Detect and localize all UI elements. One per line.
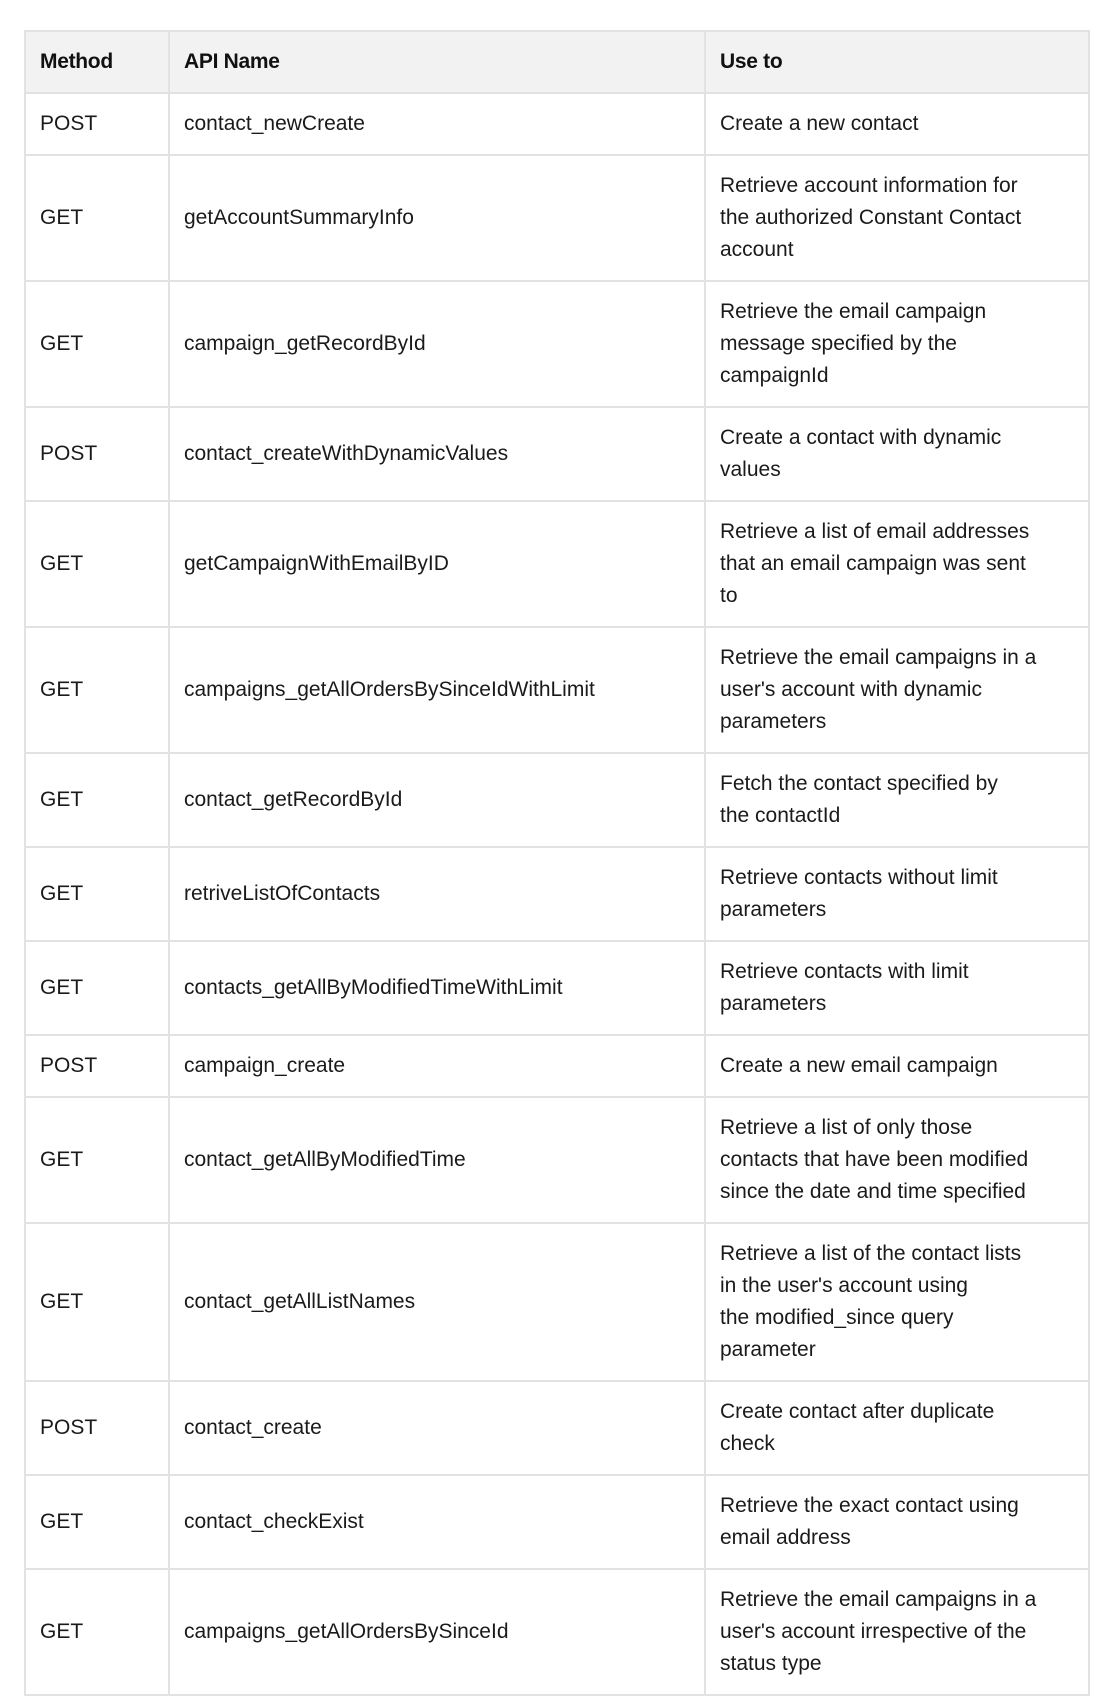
cell-use-to bbox=[705, 753, 1089, 847]
table-row bbox=[25, 1475, 1089, 1569]
use-to-line: message specified by the bbox=[720, 332, 957, 355]
use-to-line: values bbox=[720, 458, 781, 481]
table-row bbox=[25, 847, 1089, 941]
use-to-line: Retrieve a list of the contact lists bbox=[720, 1242, 1022, 1265]
cell-use-to bbox=[705, 941, 1089, 1035]
table-row bbox=[25, 281, 1089, 407]
use-to-line: status type bbox=[720, 1652, 822, 1675]
cell-use-to bbox=[705, 155, 1089, 281]
use-to-line: in the user's account using bbox=[720, 1274, 968, 1297]
use-to-line: Create a new contact bbox=[720, 112, 919, 135]
use-to-line: email address bbox=[720, 1526, 851, 1549]
use-to-line: contacts that have been modified bbox=[720, 1148, 1029, 1171]
table-row bbox=[25, 941, 1089, 1035]
cell-method: GET bbox=[25, 501, 169, 627]
use-to-line: the authorized Constant Contact bbox=[720, 206, 1022, 229]
cell-api-name: contact_checkExist bbox=[169, 1475, 705, 1569]
cell-method: POST bbox=[25, 1035, 169, 1097]
header-api-name: API Name bbox=[169, 31, 705, 93]
cell-use-to bbox=[705, 847, 1089, 941]
use-to-line: parameters bbox=[720, 898, 827, 921]
use-to-line: Retrieve contacts with limit bbox=[720, 960, 969, 983]
use-to-line: campaignId bbox=[720, 364, 829, 387]
header-use-to: Use to bbox=[705, 31, 1089, 93]
use-to-line: parameters bbox=[720, 710, 827, 733]
cell-use-to bbox=[705, 1381, 1089, 1475]
cell-use-to bbox=[705, 1475, 1089, 1569]
cell-use-to bbox=[705, 1035, 1089, 1097]
use-to-line: user's account irrespective of the bbox=[720, 1620, 1027, 1643]
cell-use-to bbox=[705, 501, 1089, 627]
use-to-line: since the date and time specified bbox=[720, 1180, 1026, 1203]
cell-method: POST bbox=[25, 93, 169, 155]
cell-use-to bbox=[705, 281, 1089, 407]
table-row bbox=[25, 753, 1089, 847]
cell-api-name: campaign_getRecordById bbox=[169, 281, 705, 407]
api-methods-table bbox=[24, 30, 1090, 1696]
cell-api-name: contact_getAllByModifiedTime bbox=[169, 1097, 705, 1223]
cell-api-name: campaigns_getAllOrdersBySinceIdWithLimit bbox=[169, 627, 705, 753]
use-to-line: Retrieve the email campaigns in a bbox=[720, 1588, 1037, 1611]
table-row bbox=[25, 501, 1089, 627]
cell-method: GET bbox=[25, 627, 169, 753]
cell-use-to bbox=[705, 1097, 1089, 1223]
use-to-line: Retrieve a list of email addresses bbox=[720, 520, 1030, 543]
cell-use-to bbox=[705, 1569, 1089, 1695]
use-to-line: Retrieve account information for bbox=[720, 174, 1018, 197]
use-to-line: check bbox=[720, 1432, 775, 1455]
use-to-line: parameter bbox=[720, 1338, 816, 1361]
cell-api-name: contact_getAllListNames bbox=[169, 1223, 705, 1381]
use-to-line: Retrieve the email campaign bbox=[720, 300, 987, 323]
use-to-line: Retrieve the exact contact using bbox=[720, 1494, 1019, 1517]
cell-method: GET bbox=[25, 847, 169, 941]
use-to-line: Retrieve the email campaigns in a bbox=[720, 646, 1037, 669]
use-to-line: Retrieve contacts without limit bbox=[720, 866, 998, 889]
api-table-container bbox=[24, 30, 1088, 1696]
cell-api-name: campaign_create bbox=[169, 1035, 705, 1097]
cell-use-to bbox=[705, 627, 1089, 753]
use-to-line: Fetch the contact specified by bbox=[720, 772, 998, 795]
cell-method: GET bbox=[25, 941, 169, 1035]
table-header-row bbox=[25, 31, 1089, 93]
use-to-line: account bbox=[720, 238, 794, 261]
cell-api-name: contact_newCreate bbox=[169, 93, 705, 155]
table-row bbox=[25, 1097, 1089, 1223]
header-method: Method bbox=[25, 31, 169, 93]
cell-use-to bbox=[705, 407, 1089, 501]
use-to-line: Create a new email campaign bbox=[720, 1054, 998, 1077]
cell-api-name: retriveListOfContacts bbox=[169, 847, 705, 941]
cell-method: GET bbox=[25, 1097, 169, 1223]
cell-api-name: getCampaignWithEmailByID bbox=[169, 501, 705, 627]
cell-method: GET bbox=[25, 1475, 169, 1569]
cell-method: GET bbox=[25, 155, 169, 281]
cell-method: POST bbox=[25, 1381, 169, 1475]
cell-api-name: contacts_getAllByModifiedTimeWithLimit bbox=[169, 941, 705, 1035]
table-row bbox=[25, 93, 1089, 155]
cell-method: GET bbox=[25, 753, 169, 847]
cell-api-name: contact_createWithDynamicValues bbox=[169, 407, 705, 501]
table-row bbox=[25, 627, 1089, 753]
cell-method: GET bbox=[25, 1223, 169, 1381]
use-to-line: the contactId bbox=[720, 804, 841, 827]
cell-api-name: contact_create bbox=[169, 1381, 705, 1475]
table-row bbox=[25, 1035, 1089, 1097]
cell-use-to bbox=[705, 93, 1089, 155]
table-row bbox=[25, 1381, 1089, 1475]
use-to-line: the modified_since query bbox=[720, 1306, 954, 1329]
cell-api-name: contact_getRecordById bbox=[169, 753, 705, 847]
use-to-line: Retrieve a list of only those bbox=[720, 1116, 973, 1139]
cell-api-name: campaigns_getAllOrdersBySinceId bbox=[169, 1569, 705, 1695]
cell-method: GET bbox=[25, 281, 169, 407]
table-row bbox=[25, 1223, 1089, 1381]
table-body bbox=[25, 93, 1089, 1695]
use-to-line: that an email campaign was sent bbox=[720, 552, 1026, 575]
use-to-line: user's account with dynamic bbox=[720, 678, 982, 701]
cell-api-name: getAccountSummaryInfo bbox=[169, 155, 705, 281]
table-row bbox=[25, 407, 1089, 501]
use-to-line: Create contact after duplicate bbox=[720, 1400, 995, 1423]
cell-use-to bbox=[705, 1223, 1089, 1381]
cell-method: GET bbox=[25, 1569, 169, 1695]
use-to-line: parameters bbox=[720, 992, 827, 1015]
table-row bbox=[25, 155, 1089, 281]
cell-method: POST bbox=[25, 407, 169, 501]
use-to-line: Create a contact with dynamic bbox=[720, 426, 1002, 449]
use-to-line: to bbox=[720, 584, 738, 607]
table-row bbox=[25, 1569, 1089, 1695]
